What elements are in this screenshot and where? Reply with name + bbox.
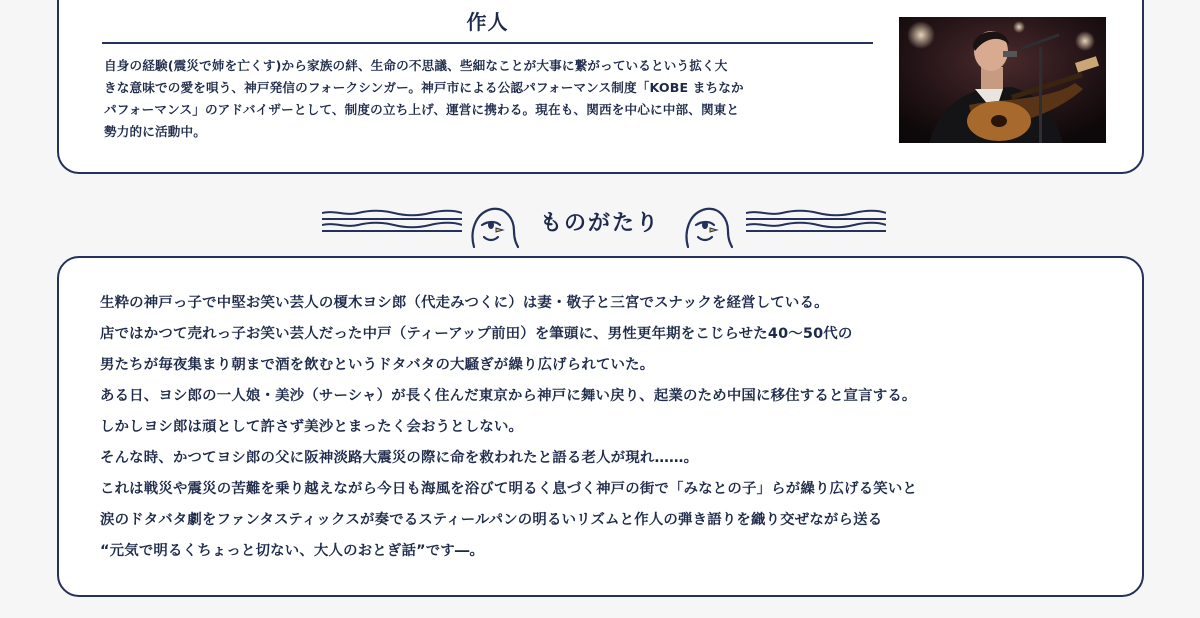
story-line: “元気で明るくちょっと切ない、大人のおとぎ話”です―。: [100, 543, 485, 559]
author-bio: [104, 55, 879, 143]
story-line: 生粋の神戸っ子で中堅お笑い芸人の榎木ヨシ郎（代走みつくに）は妻・敬子と三宮でスナックを経営している。: [100, 295, 829, 311]
story-line: 涙のドタバタ劇をファンタスティックスが奏でるスティールパンの明るいリズムと作人の弾き語りを織り交ぜながら送る: [100, 512, 883, 528]
author-bio-line: パフォーマンス」のアドバイザーとして、制度の立ち上げ、運営に携わる。現在も、関西を中心に中部、関東と: [104, 102, 740, 117]
author-bio-line: きな意味での愛を唄う、神戸発信のフォークシンガー。神戸市による公認パフォーマンス制度「KOBE まちなか: [104, 80, 744, 95]
story-line: 男たちが毎夜集まり朝まで酒を飲むというドタバタの大騒ぎが繰り広げられていた。: [100, 357, 655, 373]
author-bio-line: 自身の経験(震災で姉を亡くす)から家族の絆、生命の不思議、些細なことが大事に繋がっているという拡く大: [104, 58, 728, 73]
story-line: これは戦災や震災の苦難を乗り越えながら今日も海風を浴びて明るく息づく神戸の街で「みなとの子」らが繰り広げる笑いと: [100, 481, 918, 497]
wave-lines-icon: [746, 208, 886, 238]
story-line: そんな時、かつてヨシ郎の父に阪神淡路大震災の際に命を救われたと語る老人が現れ……。: [100, 450, 699, 466]
section-heading: ものがたり: [539, 211, 660, 236]
wave-lines-icon: [322, 208, 462, 238]
author-title-rule: [102, 42, 873, 44]
story-text: [100, 288, 1110, 567]
story-line: ある日、ヨシ郎の一人娘・美沙（サーシャ）が長く住んだ東京から神戸に舞い戻り、起業のため中国に移住すると宣言する。: [100, 388, 917, 404]
story-line: しかしヨシ郎は頑として許さず美沙とまったく会おうとしない。: [100, 419, 524, 435]
story-line: 店ではかつて売れっ子お笑い芸人だった中戸（ティーアップ前田）を筆頭に、男性更年期をこじらせた40～50代の: [100, 326, 853, 342]
performer-photo: [899, 17, 1106, 143]
author-title: 作人: [466, 10, 509, 34]
author-bio-line: 勢力的に活動中。: [104, 124, 206, 139]
